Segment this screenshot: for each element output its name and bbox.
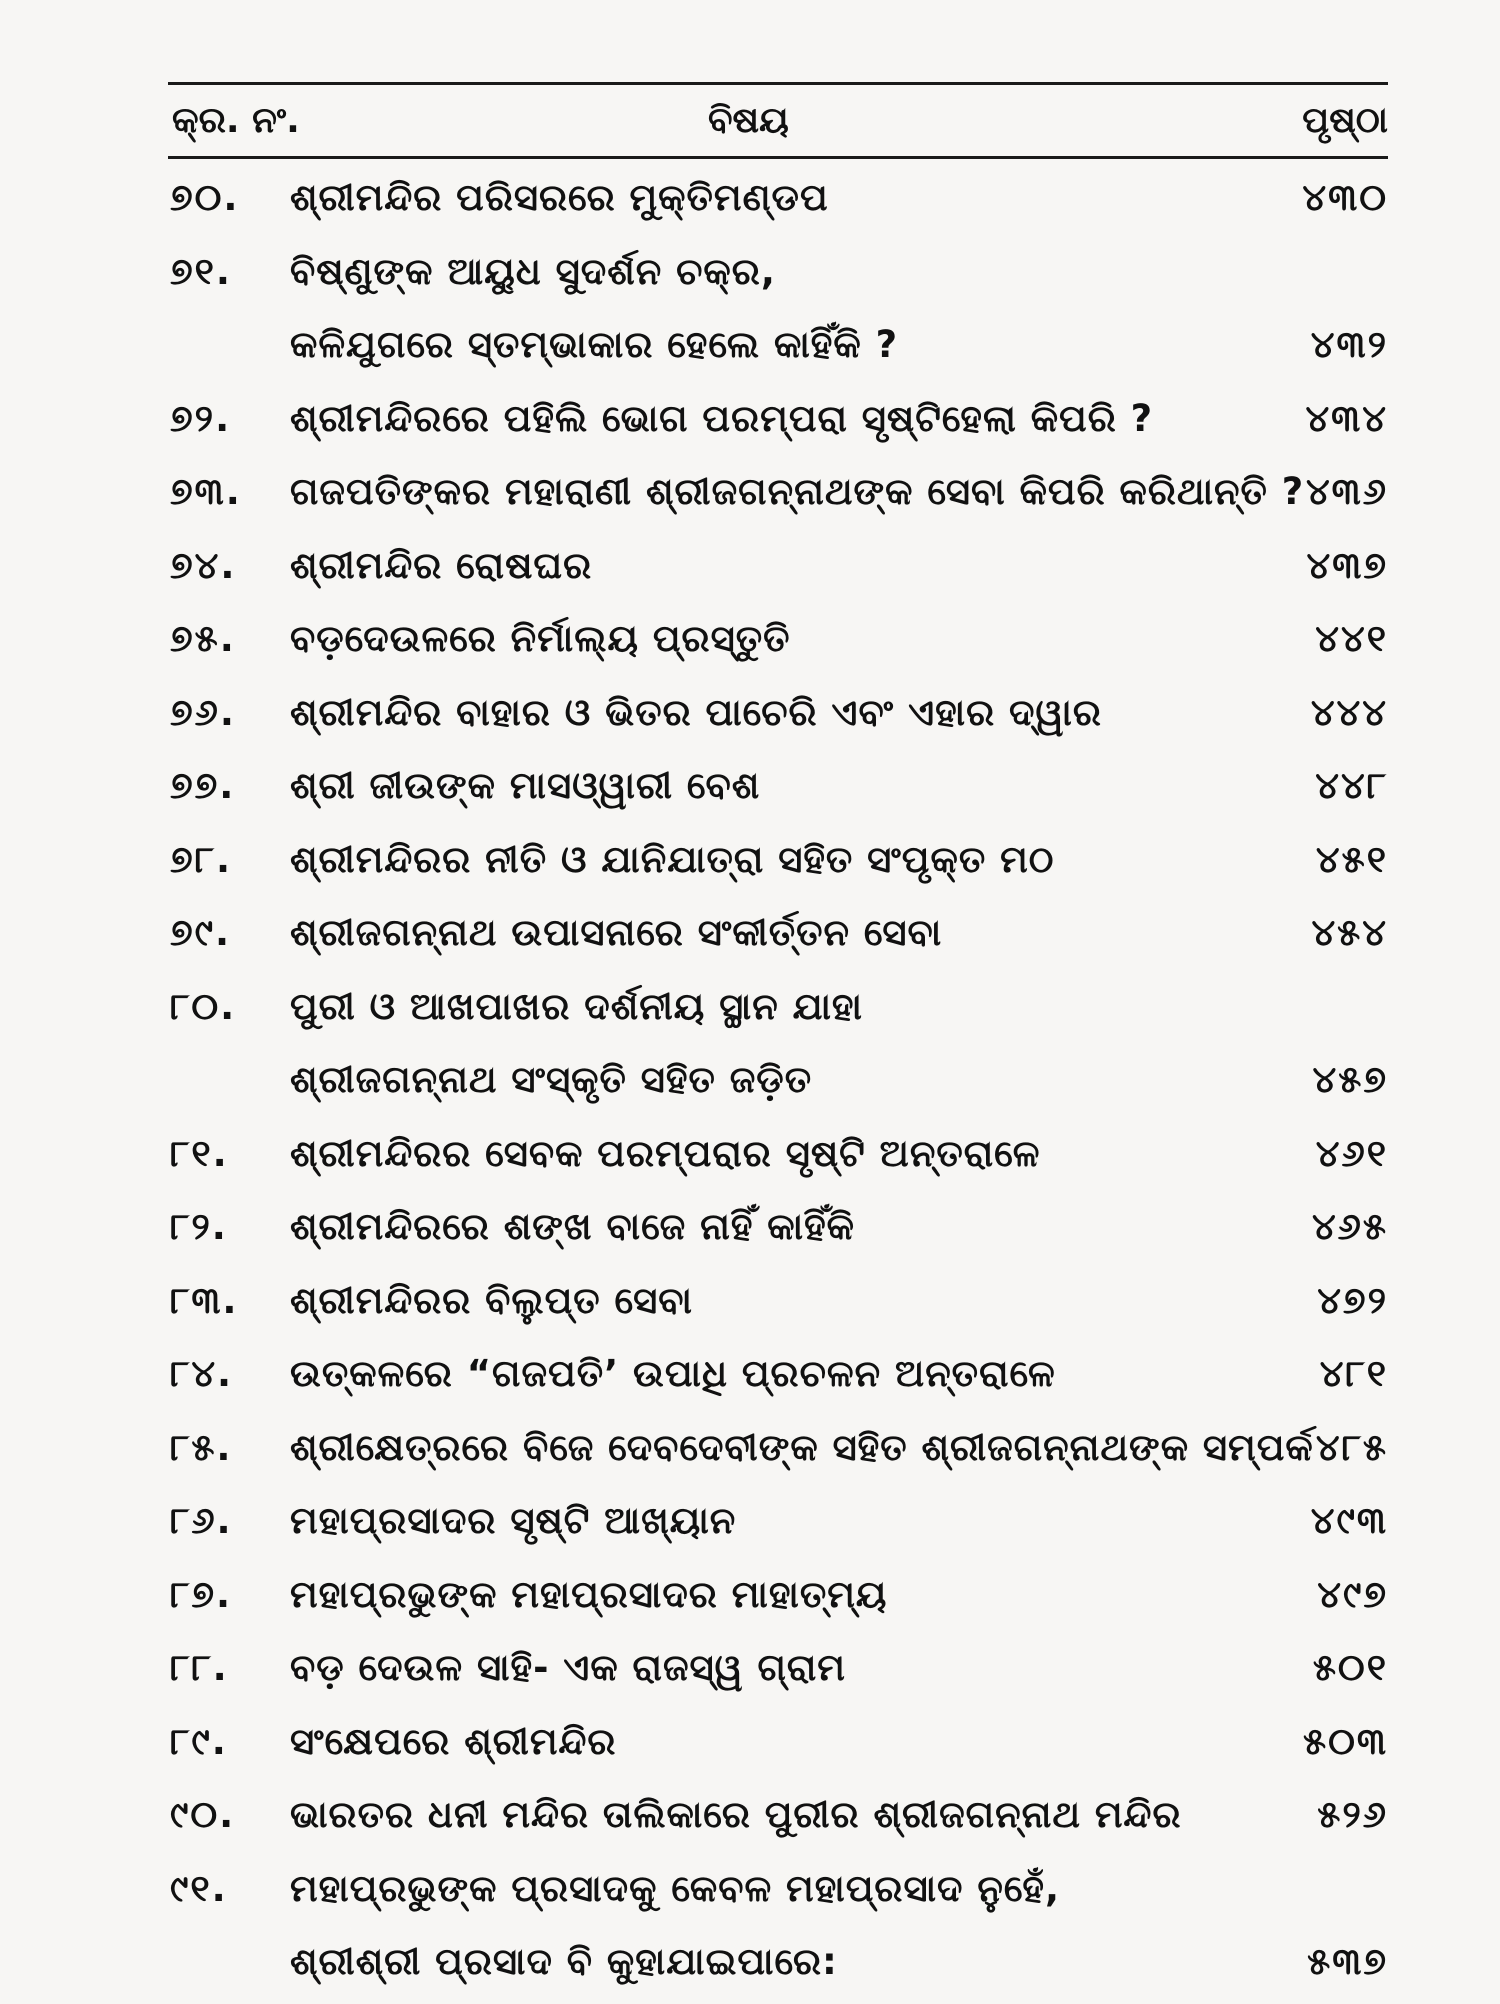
entry-page: ୪୮୫ bbox=[1315, 1425, 1388, 1469]
entry-title: ବିଷ୍ଣୁଙ୍କ ଆୟୁଧ ସୁଦର୍ଶନ ଚକ୍ର, bbox=[290, 249, 776, 293]
entry-page: ୪୬୧ bbox=[1315, 1131, 1388, 1175]
entry-title: ଭାରତର ଧନୀ ମନ୍ଦିର ତାଲିକାରେ ପୁରୀର ଶ୍ରୀଜଗନ୍ନାଥ ମନ୍ଦିର bbox=[290, 1793, 1182, 1836]
entry-title: ଶ୍ରୀମନ୍ଦିର ବାହାର ଓ ଭିତର ପାଚେରି ଏବଂ ଏହାର ଦ୍ୱାର bbox=[290, 690, 1102, 734]
entry-page: ୪୩୭ bbox=[1306, 543, 1388, 587]
contents-row bbox=[0, 1930, 1500, 2004]
entry-number: ୭୨. bbox=[170, 396, 232, 440]
contents-row bbox=[0, 828, 1500, 902]
contents-list bbox=[0, 166, 1500, 2004]
contents-row bbox=[0, 1048, 1500, 1122]
contents-row bbox=[0, 901, 1500, 975]
entry-page: ୫୩୭ bbox=[1307, 1940, 1388, 1983]
entry-number: ୭୭. bbox=[170, 764, 236, 807]
contents-row bbox=[0, 1710, 1500, 1784]
entry-page: ୪୫୧ bbox=[1315, 837, 1388, 881]
entry-page: ୫୨୬ bbox=[1317, 1793, 1388, 1836]
entry-number: ୮୨. bbox=[170, 1205, 228, 1248]
entry-page: ୪୩୨ bbox=[1310, 323, 1388, 366]
entry-title: ଉତ୍କଳରେ “ଗଜପତି’ ଉପାଧି ପ୍ରଚଳନ ଅନ୍ତରାଳେ bbox=[290, 1352, 1056, 1395]
header-subject: ବିଷୟ bbox=[708, 100, 789, 141]
entry-title: ଶ୍ରୀକ୍ଷେତ୍ରରେ ବିଜେ ଦେବଦେବୀଙ୍କ ସହିତ ଶ୍ରୀଜଗନ୍ନାଥଙ୍କ ସମ୍ପର୍କ bbox=[290, 1425, 1314, 1469]
contents-row bbox=[0, 387, 1500, 461]
entry-number: ୮୦. bbox=[170, 984, 237, 1028]
entry-number: ୮୮. bbox=[170, 1646, 229, 1689]
entry-number: ୮୩. bbox=[170, 1278, 239, 1322]
entry-page: ୪୬୫ bbox=[1311, 1205, 1388, 1248]
entry-page: ୪୮୧ bbox=[1319, 1352, 1388, 1395]
entry-title: ଗଜପତିଙ୍କର ମହାରାଣୀ ଶ୍ରୀଜଗନ୍ନାଥଙ୍କ ସେବା କିପରି କରିଥାନ୍ତି ? bbox=[290, 470, 1305, 513]
entry-title: ମହାପ୍ରଭୁଙ୍କ ମହାପ୍ରସାଦର ମାହାତ୍ମ୍ୟ bbox=[290, 1572, 888, 1616]
contents-row bbox=[0, 240, 1500, 314]
entry-title: ଶ୍ରୀଶ୍ରୀ ପ୍ରସାଦ ବି କୁହାଯାଇପାରେ: bbox=[290, 1940, 838, 1983]
table-header bbox=[0, 92, 1500, 152]
contents-row bbox=[0, 1857, 1500, 1931]
entry-page: ୪୩୦ bbox=[1302, 176, 1388, 219]
entry-number: ୮୭. bbox=[170, 1572, 233, 1616]
entry-title: ମହାପ୍ରଭୁଙ୍କ ପ୍ରସାଦକୁ କେବଳ ମହାପ୍ରସାଦ ନୁହେଁ, bbox=[290, 1866, 1061, 1910]
entry-title: ବଡ଼ଦେଉଳରେ ନିର୍ମାଲ୍ୟ ପ୍ରସ୍ତୁତି bbox=[290, 617, 791, 660]
contents-row bbox=[0, 1269, 1500, 1343]
entry-number: ୮୧. bbox=[170, 1131, 229, 1175]
entry-page: ୪୭୨ bbox=[1317, 1278, 1388, 1322]
contents-row bbox=[0, 1416, 1500, 1490]
entry-page: ୪୯୩ bbox=[1310, 1499, 1388, 1542]
entry-number: ୮୫. bbox=[170, 1425, 233, 1469]
entry-title: ଶ୍ରୀଜଗନ୍ନାଥ ଉପାସନାରେ ସଂକୀର୍ତ୍ତନ ସେବା bbox=[290, 911, 943, 954]
contents-row bbox=[0, 1563, 1500, 1637]
entry-title: ମହାପ୍ରସାଦର ସୃଷ୍ଟି ଆଖ୍ୟାନ bbox=[290, 1499, 737, 1542]
entry-page: ୪୩୬ bbox=[1305, 470, 1388, 513]
entry-page: ୪୫୭ bbox=[1312, 1058, 1388, 1101]
header-serial-number: କ୍ର. ନଂ. bbox=[172, 100, 300, 141]
contents-row bbox=[0, 166, 1500, 240]
entry-page: ୪୪୮ bbox=[1315, 764, 1388, 807]
entry-title: ଶ୍ରୀଜଗନ୍ନାଥ ସଂସ୍କୃତି ସହିତ ଜଡ଼ିତ bbox=[290, 1058, 813, 1101]
contents-row bbox=[0, 681, 1500, 755]
entry-number: ୮୯. bbox=[170, 1719, 228, 1763]
entry-title: ଶ୍ରୀମନ୍ଦିରରେ ପହିଲି ଭୋଗ ପରମ୍ପରା ସୃଷ୍ଟିହେଲା କିପରି ? bbox=[290, 396, 1154, 440]
entry-title: ସଂକ୍ଷେପରେ ଶ୍ରୀମନ୍ଦିର bbox=[290, 1719, 617, 1763]
entry-number: ୭୪. bbox=[170, 543, 237, 587]
entry-number: ୭୬. bbox=[170, 690, 236, 734]
entry-title: ଶ୍ରୀମନ୍ଦିରର ନୀତି ଓ ଯାନିଯାତ୍ରା ସହିତ ସଂପୃକ୍ତ ମଠ bbox=[290, 837, 1055, 881]
entry-title: କଳିଯୁଗରେ ସ୍ତମ୍ଭାକାର ହେଲେ କାହିଁକି ? bbox=[290, 323, 899, 366]
contents-row bbox=[0, 1489, 1500, 1563]
entry-number: ୭୧. bbox=[170, 249, 232, 293]
entry-number: ୭୮. bbox=[170, 837, 233, 881]
entry-title: ବଡ଼ ଦେଉଳ ସାହି- ଏକ ରାଜସ୍ୱ ଗ୍ରାମ bbox=[290, 1646, 846, 1689]
contents-row bbox=[0, 607, 1500, 681]
entry-title: ପୁରୀ ଓ ଆଖପାଖର ଦର୍ଶନୀୟ ସ୍ଥାନ ଯାହା bbox=[290, 984, 863, 1028]
entry-number: ୮୬. bbox=[170, 1499, 233, 1542]
entry-title: ଶ୍ରୀମନ୍ଦିର ପରିସରରେ ମୁକ୍ତିମଣ୍ଡପ bbox=[290, 176, 829, 219]
contents-row bbox=[0, 975, 1500, 1049]
entry-page: ୪୩୪ bbox=[1305, 396, 1388, 440]
contents-row bbox=[0, 460, 1500, 534]
contents-row bbox=[0, 1783, 1500, 1857]
entry-number: ୯୦. bbox=[170, 1793, 236, 1836]
header-rule bbox=[168, 156, 1388, 159]
contents-row bbox=[0, 1195, 1500, 1269]
entry-number: ୭୯. bbox=[170, 911, 232, 954]
entry-number: ୯୧. bbox=[170, 1866, 228, 1910]
contents-row bbox=[0, 1636, 1500, 1710]
entry-title: ଶ୍ରୀମନ୍ଦିରର ବିଲୁପ୍ତ ସେବା bbox=[290, 1278, 693, 1322]
entry-number: ୭୫. bbox=[170, 617, 236, 660]
entry-number: ୮୪. bbox=[170, 1352, 234, 1395]
header-page: ପୃଷ୍ଠା bbox=[1302, 100, 1388, 141]
entry-number: ୭୩. bbox=[170, 470, 242, 513]
contents-row bbox=[0, 1122, 1500, 1196]
entry-title: ଶ୍ରୀମନ୍ଦିରରେ ଶଙ୍ଖ ବାଜେ ନାହିଁ କାହିଁକି bbox=[290, 1205, 855, 1248]
top-rule bbox=[168, 82, 1388, 85]
contents-row bbox=[0, 313, 1500, 387]
entry-number: ୭୦. bbox=[170, 176, 240, 219]
entry-title: ଶ୍ରୀ ଜୀଉଙ୍କ ମାସଓ୍ୱାରୀ ବେଶ bbox=[290, 764, 761, 807]
entry-page: ୪୯୭ bbox=[1317, 1572, 1388, 1616]
entry-title: ଶ୍ରୀମନ୍ଦିର ରୋଷଘର bbox=[290, 543, 593, 587]
contents-row bbox=[0, 534, 1500, 608]
entry-page: ୪୪୪ bbox=[1310, 690, 1388, 734]
entry-title: ଶ୍ରୀମନ୍ଦିରର ସେବକ ପରମ୍ପରାର ସୃଷ୍ଟି ଅନ୍ତରାଳେ bbox=[290, 1131, 1041, 1175]
entry-page: ୫୦୩ bbox=[1303, 1719, 1388, 1763]
entry-page: ୪୫୪ bbox=[1311, 911, 1388, 954]
entry-page: ୪୪୧ bbox=[1315, 617, 1388, 660]
contents-row bbox=[0, 1342, 1500, 1416]
entry-page: ୫୦୧ bbox=[1312, 1646, 1388, 1689]
contents-row bbox=[0, 754, 1500, 828]
